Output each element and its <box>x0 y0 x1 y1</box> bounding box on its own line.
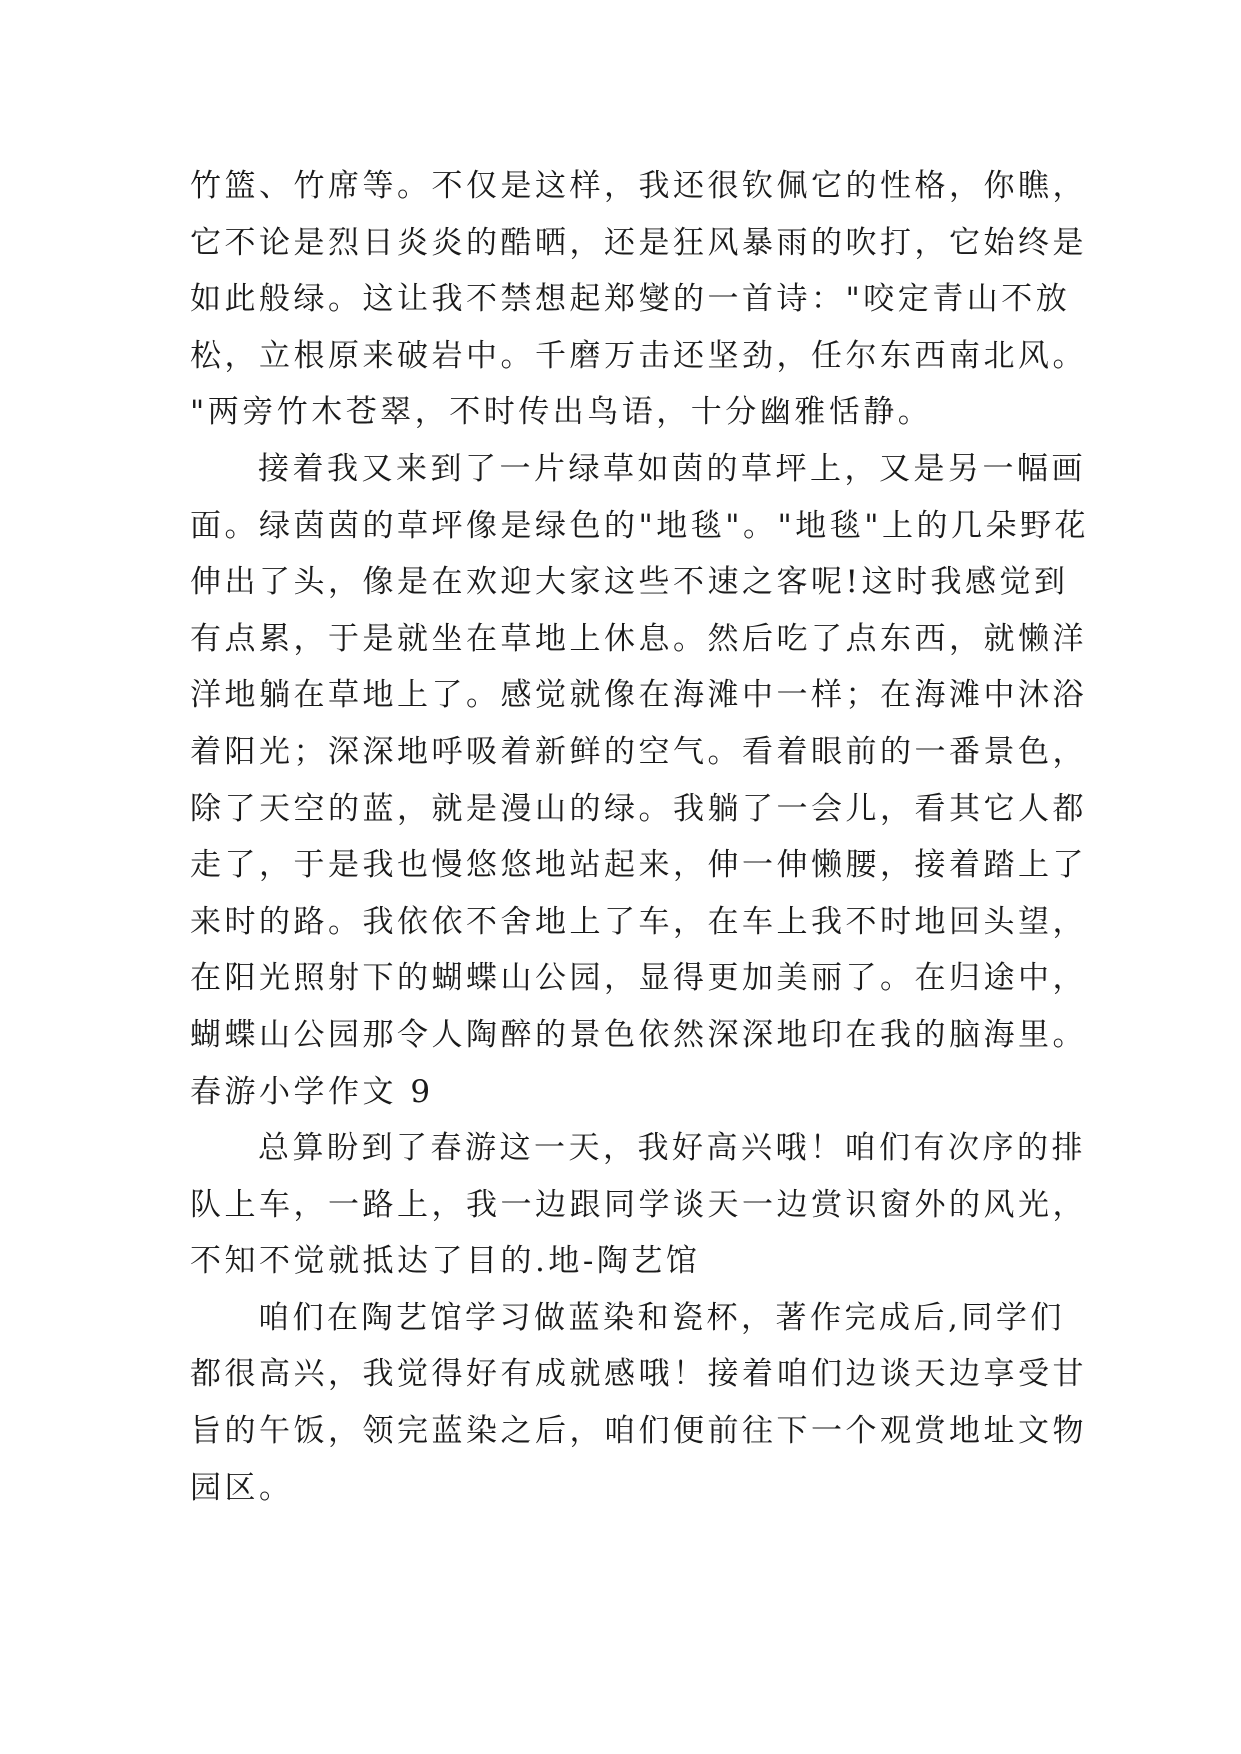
paragraph-first-line: 接着我又来到了一片绿草如茵的草坪上，又是另一幅画 <box>258 450 1086 487</box>
text-line: 伸出了头，像是在欢迎大家这些不速之客呢!这时我感觉到 <box>190 564 1069 601</box>
paragraph-first-line: 总算盼到了春游这一天，我好高兴哦！咱们有次序的排 <box>258 1130 1086 1167</box>
text-line: 着阳光；深深地呼吸着新鲜的空气。看着眼前的一番景色， <box>190 733 1087 770</box>
text-line: 有点累，于是就坐在草地上休息。然后吃了点东西，就懒洋 <box>190 620 1087 657</box>
text-line: 不知不觉就抵达了目的.地-陶艺馆 <box>190 1243 701 1280</box>
text-line: 在阳光照射下的蝴蝶山公园，显得更加美丽了。在归途中， <box>190 960 1087 997</box>
text-line: 面。绿茵茵的草坪像是绿色的"地毯"。"地毯"上的几朵野花 <box>190 507 1090 544</box>
body-text <box>190 158 1090 1516</box>
text-line: 松，立根原来破岩中。千磨万击还坚劲，任尔东西南北风。 <box>190 337 1087 374</box>
text-line: "两旁竹木苍翠，不时传出鸟语，十分幽雅恬静。 <box>190 394 933 431</box>
text-line: 走了，于是我也慢悠悠地站起来，伸一伸懒腰，接着踏上了 <box>190 847 1087 884</box>
text-line: 它不论是烈日炎炎的酷晒，还是狂风暴雨的吹打，它始终是 <box>190 224 1087 261</box>
section-heading: 春游小学作文 9 <box>190 1073 434 1110</box>
text-line: 旨的午饭，领完蓝染之后，咱们便前往下一个观赏地址文物 <box>190 1413 1087 1450</box>
text-line: 如此般绿。这让我不禁想起郑燮的一首诗："咬定青山不放 <box>190 281 1071 318</box>
text-line: 队上车，一路上，我一边跟同学谈天一边赏识窗外的风光， <box>190 1186 1087 1223</box>
text-line: 都很高兴，我觉得好有成就感哦！接着咱们边谈天边享受甘 <box>190 1356 1087 1393</box>
paragraph-first-line: 咱们在陶艺馆学习做蓝染和瓷杯，著作完成后,同学们 <box>258 1299 1065 1336</box>
text-line: 来时的路。我依依不舍地上了车，在车上我不时地回头望， <box>190 903 1087 940</box>
text-line: 竹篮、竹席等。不仅是这样，我还很钦佩它的性格，你瞧， <box>190 168 1087 204</box>
text-line: 蝴蝶山公园那令人陶醉的景色依然深深地印在我的脑海里。 <box>190 1016 1087 1053</box>
text-line: 除了天空的蓝，就是漫山的绿。我躺了一会儿，看其它人都 <box>190 790 1087 827</box>
text-line: 洋地躺在草地上了。感觉就像在海滩中一样；在海滩中沐浴 <box>190 677 1087 714</box>
text-line: 园区。 <box>190 1469 294 1506</box>
